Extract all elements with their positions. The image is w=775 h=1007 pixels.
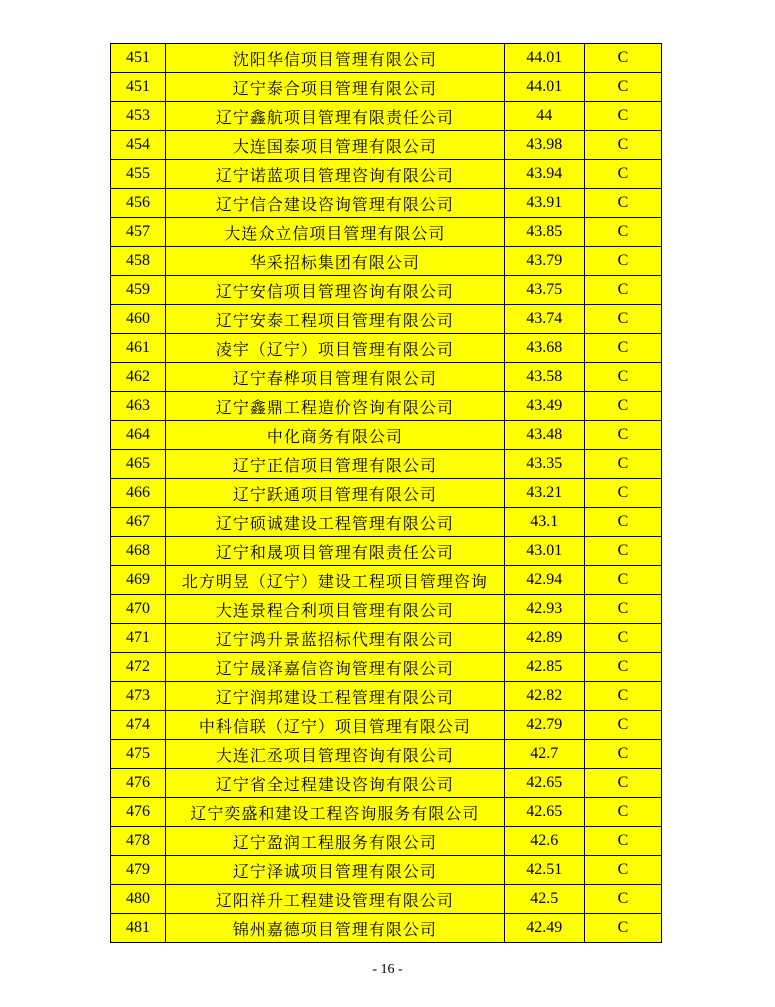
rank-cell: 467 bbox=[111, 508, 166, 537]
score-cell: 42.82 bbox=[504, 682, 584, 711]
score-cell: 43.74 bbox=[504, 305, 584, 334]
grade-cell: C bbox=[584, 740, 661, 769]
page-number: - 16 - bbox=[372, 962, 403, 977]
company-name-cell: 大连国泰项目管理有限公司 bbox=[166, 131, 505, 160]
score-cell: 42.49 bbox=[504, 914, 584, 943]
table-row bbox=[111, 595, 662, 624]
grade-cell: C bbox=[584, 421, 661, 450]
grade-cell: C bbox=[584, 189, 661, 218]
grade-cell: C bbox=[584, 334, 661, 363]
rank-cell: 468 bbox=[111, 537, 166, 566]
company-name-cell: 辽宁润邦建设工程管理有限公司 bbox=[166, 682, 505, 711]
score-cell: 43.98 bbox=[504, 131, 584, 160]
grade-cell: C bbox=[584, 102, 661, 131]
table-row bbox=[111, 537, 662, 566]
score-cell: 42.6 bbox=[504, 827, 584, 856]
company-name-cell: 大连景程合利项目管理有限公司 bbox=[166, 595, 505, 624]
score-cell: 43.21 bbox=[504, 479, 584, 508]
rank-cell: 476 bbox=[111, 769, 166, 798]
table-row bbox=[111, 247, 662, 276]
company-name-cell: 北方明昱（辽宁）建设工程项目管理咨询 bbox=[166, 566, 505, 595]
table-row bbox=[111, 914, 662, 943]
company-name-cell: 辽宁盈润工程服务有限公司 bbox=[166, 827, 505, 856]
company-name-cell: 辽宁硕诚建设工程管理有限公司 bbox=[166, 508, 505, 537]
ranking-table bbox=[110, 43, 662, 943]
grade-cell: C bbox=[584, 595, 661, 624]
grade-cell: C bbox=[584, 769, 661, 798]
table-row bbox=[111, 160, 662, 189]
company-name-cell: 辽宁信合建设咨询管理有限公司 bbox=[166, 189, 505, 218]
score-cell: 42.65 bbox=[504, 798, 584, 827]
table-row bbox=[111, 769, 662, 798]
company-name-cell: 辽宁泽诚项目管理有限公司 bbox=[166, 856, 505, 885]
grade-cell: C bbox=[584, 711, 661, 740]
table-row bbox=[111, 508, 662, 537]
rank-cell: 471 bbox=[111, 624, 166, 653]
rank-cell: 470 bbox=[111, 595, 166, 624]
company-name-cell: 辽宁春桦项目管理有限公司 bbox=[166, 363, 505, 392]
company-name-cell: 辽宁诺蓝项目管理咨询有限公司 bbox=[166, 160, 505, 189]
rank-cell: 466 bbox=[111, 479, 166, 508]
company-name-cell: 辽宁正信项目管理有限公司 bbox=[166, 450, 505, 479]
table-row bbox=[111, 392, 662, 421]
table-row bbox=[111, 102, 662, 131]
company-name-cell: 中化商务有限公司 bbox=[166, 421, 505, 450]
ranking-table-body bbox=[111, 44, 662, 943]
score-cell: 42.51 bbox=[504, 856, 584, 885]
table-row bbox=[111, 276, 662, 305]
score-cell: 43.1 bbox=[504, 508, 584, 537]
score-cell: 42.79 bbox=[504, 711, 584, 740]
company-name-cell: 辽宁奕盛和建设工程咨询服务有限公司 bbox=[166, 798, 505, 827]
rank-cell: 462 bbox=[111, 363, 166, 392]
score-cell: 42.5 bbox=[504, 885, 584, 914]
company-name-cell: 凌宇（辽宁）项目管理有限公司 bbox=[166, 334, 505, 363]
score-cell: 43.75 bbox=[504, 276, 584, 305]
rank-cell: 465 bbox=[111, 450, 166, 479]
company-name-cell: 锦州嘉德项目管理有限公司 bbox=[166, 914, 505, 943]
score-cell: 43.85 bbox=[504, 218, 584, 247]
grade-cell: C bbox=[584, 218, 661, 247]
company-name-cell: 大连汇丞项目管理咨询有限公司 bbox=[166, 740, 505, 769]
rank-cell: 463 bbox=[111, 392, 166, 421]
grade-cell: C bbox=[584, 914, 661, 943]
grade-cell: C bbox=[584, 508, 661, 537]
company-name-cell: 辽阳祥升工程建设管理有限公司 bbox=[166, 885, 505, 914]
score-cell: 42.65 bbox=[504, 769, 584, 798]
grade-cell: C bbox=[584, 827, 661, 856]
company-name-cell: 中科信联（辽宁）项目管理有限公司 bbox=[166, 711, 505, 740]
rank-cell: 451 bbox=[111, 73, 166, 102]
score-cell: 43.49 bbox=[504, 392, 584, 421]
rank-cell: 454 bbox=[111, 131, 166, 160]
company-name-cell: 沈阳华信项目管理有限公司 bbox=[166, 44, 505, 73]
grade-cell: C bbox=[584, 537, 661, 566]
score-cell: 44.01 bbox=[504, 73, 584, 102]
rank-cell: 474 bbox=[111, 711, 166, 740]
score-cell: 42.94 bbox=[504, 566, 584, 595]
grade-cell: C bbox=[584, 566, 661, 595]
company-name-cell: 辽宁和晟项目管理有限责任公司 bbox=[166, 537, 505, 566]
score-cell: 42.89 bbox=[504, 624, 584, 653]
score-cell: 43.91 bbox=[504, 189, 584, 218]
score-cell: 44.01 bbox=[504, 44, 584, 73]
rank-cell: 458 bbox=[111, 247, 166, 276]
grade-cell: C bbox=[584, 363, 661, 392]
rank-cell: 457 bbox=[111, 218, 166, 247]
company-name-cell: 辽宁鑫航项目管理有限责任公司 bbox=[166, 102, 505, 131]
company-name-cell: 辽宁鑫鼎工程造价咨询有限公司 bbox=[166, 392, 505, 421]
table-row bbox=[111, 189, 662, 218]
table-row bbox=[111, 421, 662, 450]
grade-cell: C bbox=[584, 856, 661, 885]
rank-cell: 473 bbox=[111, 682, 166, 711]
table-row bbox=[111, 131, 662, 160]
score-cell: 44 bbox=[504, 102, 584, 131]
score-cell: 42.85 bbox=[504, 653, 584, 682]
score-cell: 43.94 bbox=[504, 160, 584, 189]
table-row bbox=[111, 624, 662, 653]
grade-cell: C bbox=[584, 653, 661, 682]
grade-cell: C bbox=[584, 885, 661, 914]
table-row bbox=[111, 218, 662, 247]
score-cell: 43.48 bbox=[504, 421, 584, 450]
company-name-cell: 辽宁泰合项目管理有限公司 bbox=[166, 73, 505, 102]
company-name-cell: 辽宁跃通项目管理有限公司 bbox=[166, 479, 505, 508]
rank-cell: 472 bbox=[111, 653, 166, 682]
grade-cell: C bbox=[584, 305, 661, 334]
company-name-cell: 辽宁安泰工程项目管理有限公司 bbox=[166, 305, 505, 334]
table-row bbox=[111, 73, 662, 102]
rank-cell: 481 bbox=[111, 914, 166, 943]
grade-cell: C bbox=[584, 73, 661, 102]
rank-cell: 478 bbox=[111, 827, 166, 856]
company-name-cell: 辽宁省全过程建设咨询有限公司 bbox=[166, 769, 505, 798]
rank-cell: 459 bbox=[111, 276, 166, 305]
rank-cell: 451 bbox=[111, 44, 166, 73]
score-cell: 43.68 bbox=[504, 334, 584, 363]
company-name-cell: 辽宁鸿升景蓝招标代理有限公司 bbox=[166, 624, 505, 653]
score-cell: 42.93 bbox=[504, 595, 584, 624]
table-row bbox=[111, 653, 662, 682]
score-cell: 42.7 bbox=[504, 740, 584, 769]
grade-cell: C bbox=[584, 160, 661, 189]
table-row bbox=[111, 479, 662, 508]
table-row bbox=[111, 740, 662, 769]
rank-cell: 461 bbox=[111, 334, 166, 363]
grade-cell: C bbox=[584, 624, 661, 653]
rank-cell: 460 bbox=[111, 305, 166, 334]
rank-cell: 476 bbox=[111, 798, 166, 827]
grade-cell: C bbox=[584, 44, 661, 73]
table-row bbox=[111, 885, 662, 914]
table-row bbox=[111, 682, 662, 711]
score-cell: 43.01 bbox=[504, 537, 584, 566]
grade-cell: C bbox=[584, 479, 661, 508]
company-name-cell: 大连众立信项目管理有限公司 bbox=[166, 218, 505, 247]
table-row bbox=[111, 827, 662, 856]
rank-cell: 475 bbox=[111, 740, 166, 769]
table-row bbox=[111, 798, 662, 827]
grade-cell: C bbox=[584, 276, 661, 305]
table-row bbox=[111, 566, 662, 595]
rank-cell: 479 bbox=[111, 856, 166, 885]
company-name-cell: 辽宁晟泽嘉信咨询管理有限公司 bbox=[166, 653, 505, 682]
grade-cell: C bbox=[584, 392, 661, 421]
score-cell: 43.79 bbox=[504, 247, 584, 276]
grade-cell: C bbox=[584, 682, 661, 711]
company-name-cell: 辽宁安信项目管理咨询有限公司 bbox=[166, 276, 505, 305]
grade-cell: C bbox=[584, 798, 661, 827]
table-row bbox=[111, 450, 662, 479]
rank-cell: 453 bbox=[111, 102, 166, 131]
company-name-cell: 华采招标集团有限公司 bbox=[166, 247, 505, 276]
table-row bbox=[111, 711, 662, 740]
table-row bbox=[111, 334, 662, 363]
table-row bbox=[111, 856, 662, 885]
grade-cell: C bbox=[584, 247, 661, 276]
table-row bbox=[111, 305, 662, 334]
grade-cell: C bbox=[584, 131, 661, 160]
table-row bbox=[111, 44, 662, 73]
rank-cell: 469 bbox=[111, 566, 166, 595]
grade-cell: C bbox=[584, 450, 661, 479]
rank-cell: 455 bbox=[111, 160, 166, 189]
score-cell: 43.35 bbox=[504, 450, 584, 479]
rank-cell: 464 bbox=[111, 421, 166, 450]
score-cell: 43.58 bbox=[504, 363, 584, 392]
table-row bbox=[111, 363, 662, 392]
rank-cell: 456 bbox=[111, 189, 166, 218]
rank-cell: 480 bbox=[111, 885, 166, 914]
